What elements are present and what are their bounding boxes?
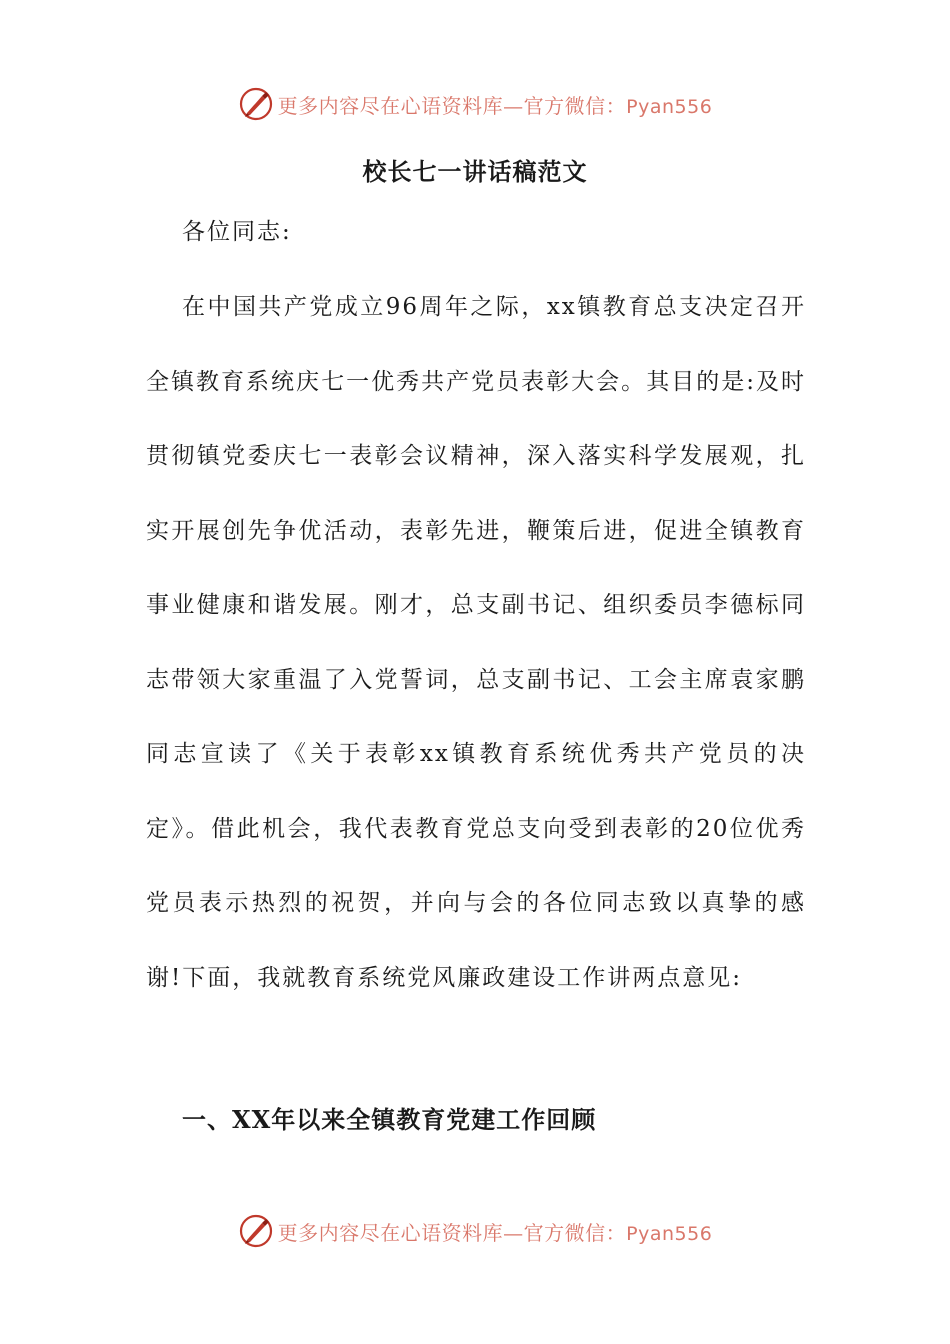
body-paragraph: 在中国共产党成立96周年之际，xx镇教育总支决定召开全镇教育系统庆七一优秀共产党员表彰大会。其目的是:及时贯彻镇党委庆七一表彰会议精神，深入落实科学发展观，扎实开展创先争优活动，表彰先进，鞭策后进，促进全镇教育事业健康和谐发展。刚才，总支副书记、组织委员李德标同志带领大家重温了入党誓词，总支副书记、工会主席袁家鹏同志宣读了《关于表彰xx镇教育系统优秀共产党员的决定》。借此机会，我代表教育党总支向受到表彰的20位优秀党员表示热烈的祝贺，并向与会的各位同志致以真挚的感谢!下面，我就教育系统党风廉政建设工作讲两点意见:	[146, 294, 806, 991]
watermark-banner-bottom	[0, 1211, 950, 1251]
greeting: 各位同志:	[182, 219, 292, 245]
pen-logo-icon	[238, 1213, 274, 1249]
document-title: 校长七一讲话稿范文	[362, 157, 588, 186]
section-heading: 一、XX年以来全镇教育党建工作回顾	[182, 1105, 597, 1134]
watermark-text: 更多内容尽在心语资料库—官方微信：Pyan556	[277, 93, 713, 118]
pen-logo-icon	[238, 86, 274, 122]
watermark-text: 更多内容尽在心语资料库—官方微信：Pyan556	[277, 1220, 713, 1245]
watermark-banner-top	[0, 84, 950, 124]
